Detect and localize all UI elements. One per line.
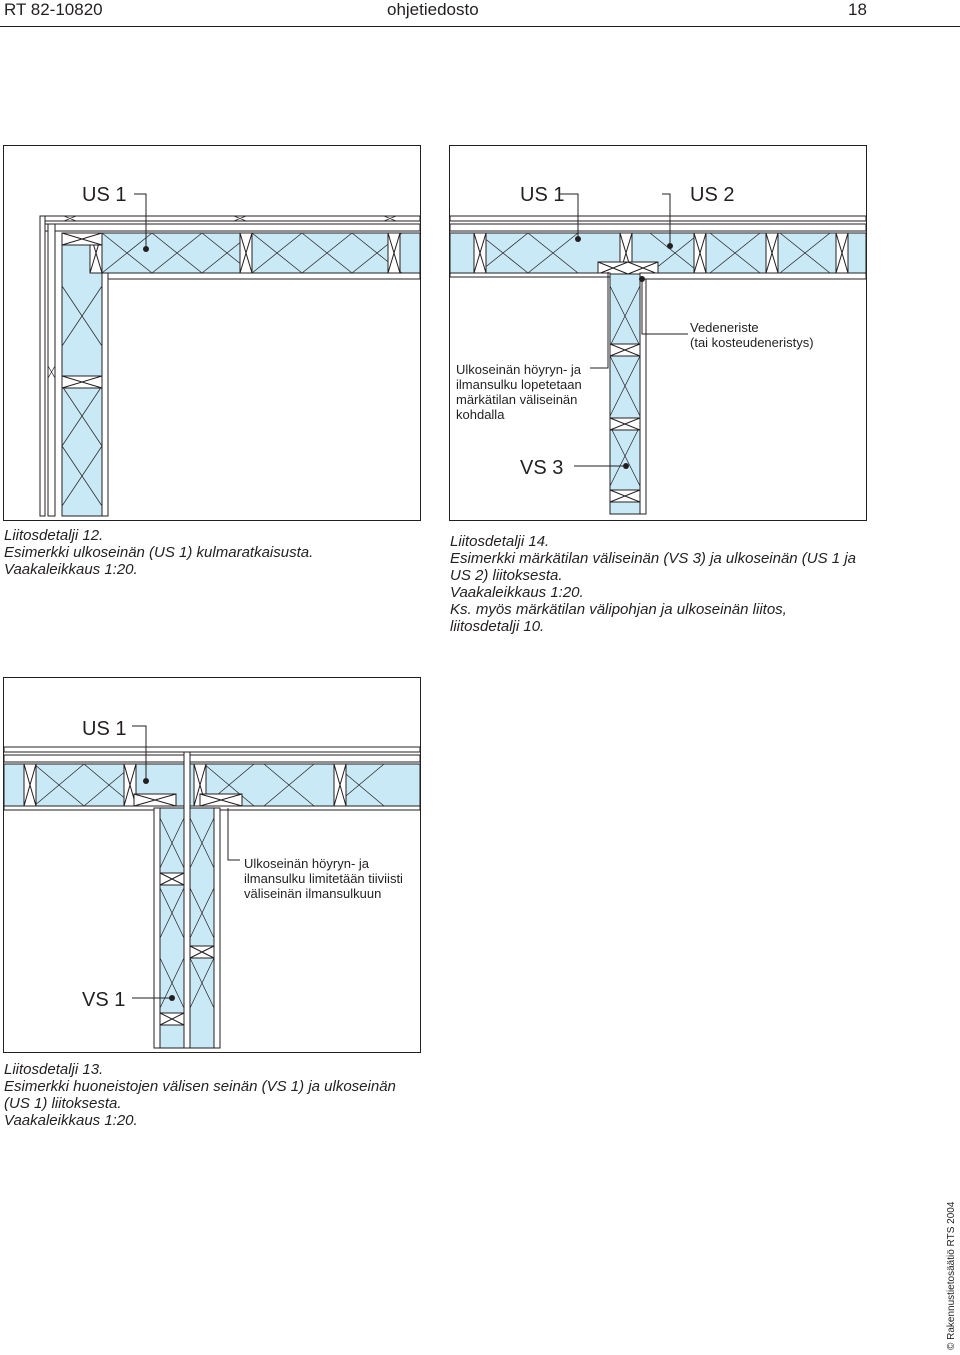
detail14-leader-us1-dot [575, 236, 581, 242]
detail13-caption-line3: Vaakaleikkaus 1:20. [4, 1112, 138, 1129]
detail14-cladding-top [450, 216, 866, 221]
detail12-caption-line2: Vaakaleikkaus 1:20. [4, 561, 138, 578]
detail13-leader-us1-dot [143, 778, 149, 784]
detail14-drawing [449, 145, 867, 521]
detail14-board-top [640, 273, 866, 279]
detail14-batten-top [450, 224, 866, 231]
detail14-leader-waterproof-dot [639, 276, 645, 282]
detail13-svg [4, 678, 420, 1052]
detail13-batten-top [4, 755, 420, 762]
detail13-caption [4, 1061, 396, 1129]
detail12-batten-top [40, 224, 420, 231]
detail12-leader-dot [143, 246, 149, 252]
detail14-leader-vs3-dot [623, 463, 629, 469]
detail14-caption-line1: Esimerkki märkätilan väliseinän (VS 3) ja ulkoseinän (US 1 ja [450, 550, 856, 567]
detail14-note-barrier-2: ilmansulku lopetetaan [456, 377, 582, 392]
detail12-batten-left [48, 224, 55, 516]
detail12-drawing [3, 145, 421, 521]
page-number: 18 [848, 0, 867, 19]
detail12-caption [4, 527, 313, 578]
detail13-vs1-board-right [214, 808, 220, 1048]
detail14-leader-waterproof [642, 279, 688, 334]
detail14-label-us1: US 1 [520, 184, 565, 206]
detail13-cladding-top [4, 747, 420, 752]
detail12-caption-line1: Esimerkki ulkoseinän (US 1) kulmaratkaisusta. [4, 544, 314, 561]
detail14-caption-line5: liitosdetalji 10. [450, 618, 545, 635]
copyright-notice: © Rakennustietosäätiö RTS 2004 [946, 1201, 957, 1350]
detail13-label-vs1: VS 1 [82, 989, 126, 1011]
detail13-vs1-insulation-left [160, 808, 184, 1048]
detail13-vs1-board-left [154, 808, 160, 1048]
detail14-vs3-board [640, 279, 646, 514]
detail14-leader-barrier [590, 272, 608, 368]
detail12-board-top [102, 273, 420, 279]
detail14-caption [450, 533, 856, 635]
detail13-leader-barrier [228, 808, 240, 860]
header-rule [0, 26, 960, 27]
detail14-note-barrier-3: märkätilan väliseinän [456, 392, 578, 407]
detail14-note-barrier-1: Ulkoseinän höyryn- ja [456, 362, 582, 377]
document-id: RT 82-10820 [4, 0, 103, 19]
detail14-caption-line3: Vaakaleikkaus 1:20. [450, 584, 584, 601]
detail13-note-barrier-2: ilmansulku limitetään tiiviisti [244, 871, 403, 886]
detail12-cladding-left [40, 216, 45, 516]
detail14-caption-line2: US 2) liitoksesta. [450, 567, 563, 584]
detail12-svg [4, 146, 420, 520]
detail13-drawing [3, 677, 421, 1053]
detail14-barrier-left [450, 273, 610, 277]
detail14-leader-us2-dot [667, 243, 673, 249]
detail14-caption-line4: Ks. myös märkätilan välipohjan ja ulkoseinän liitos, [450, 601, 787, 618]
detail13-note-barrier-3: väliseinän ilmansulkuun [244, 886, 382, 901]
detail12-cladding-top [40, 216, 420, 221]
detail14-label-vs3: VS 3 [520, 457, 564, 479]
detail13-caption-title: Liitosdetalji 13. [4, 1061, 104, 1078]
detail13-leader-vs1-dot [169, 995, 175, 1001]
detail14-vs3-insulation [610, 274, 640, 514]
detail13-caption-line1: Esimerkki huoneistojen välisen seinän (VS 1) ja ulkoseinän [4, 1078, 396, 1095]
detail13-caption-line2: (US 1) liitoksesta. [4, 1095, 122, 1112]
detail14-caption-title: Liitosdetalji 14. [450, 533, 550, 550]
detail14-svg [450, 146, 866, 520]
detail12-insulation-left [62, 233, 102, 516]
detail14-note-barrier-4: kohdalla [456, 407, 505, 422]
detail13-vs1-gap [184, 752, 190, 1048]
document-type: ohjetiedosto [387, 0, 479, 19]
detail12-caption-title: Liitosdetalji 12. [4, 527, 104, 544]
detail13-vs1-insulation-right [190, 808, 214, 1048]
detail13-note-barrier-1: Ulkoseinän höyryn- ja [244, 856, 370, 871]
detail13-label-us1: US 1 [82, 718, 127, 740]
detail12-board-left [102, 273, 108, 516]
detail14-note-waterproof-2: (tai kosteudeneristys) [690, 335, 814, 350]
detail14-label-us2: US 2 [690, 184, 735, 206]
detail12-label-us1: US 1 [82, 184, 127, 206]
detail14-note-waterproof-1: Vedeneriste [690, 320, 759, 335]
